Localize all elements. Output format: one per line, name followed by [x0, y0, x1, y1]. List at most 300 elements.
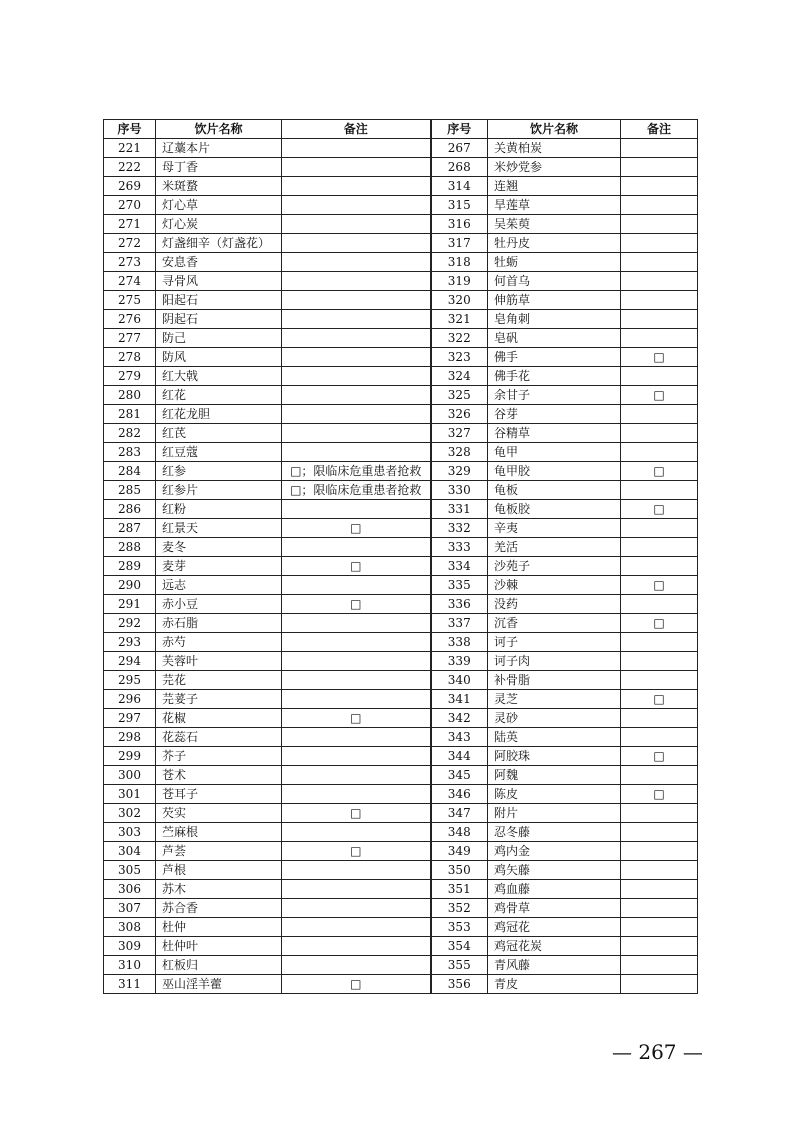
cell-name-left: 芦根 — [156, 861, 282, 880]
cell-seq-right: 328 — [431, 443, 488, 462]
cell-seq-right: 323 — [431, 348, 488, 367]
table-row — [104, 576, 698, 595]
cell-seq-left: 270 — [104, 196, 156, 215]
table-row — [104, 899, 698, 918]
cell-seq-right: 316 — [431, 215, 488, 234]
cell-note-right — [621, 424, 698, 443]
cell-seq-left: 291 — [104, 595, 156, 614]
cell-note-right — [621, 595, 698, 614]
cell-seq-left: 310 — [104, 956, 156, 975]
cell-name-left: 苏合香 — [156, 899, 282, 918]
cell-name-left: 红花 — [156, 386, 282, 405]
cell-name-right: 何首乌 — [488, 272, 621, 291]
cell-seq-right: 341 — [431, 690, 488, 709]
cell-note-left — [282, 310, 431, 329]
cell-seq-right: 353 — [431, 918, 488, 937]
table-row — [104, 557, 698, 576]
cell-name-left: 防己 — [156, 329, 282, 348]
cell-seq-left: 297 — [104, 709, 156, 728]
cell-seq-left: 303 — [104, 823, 156, 842]
cell-seq-right: 347 — [431, 804, 488, 823]
table-row — [104, 861, 698, 880]
cell-name-left: 苏木 — [156, 880, 282, 899]
cell-seq-right: 334 — [431, 557, 488, 576]
cell-note-right — [621, 291, 698, 310]
cell-seq-left: 311 — [104, 975, 156, 994]
table-row — [104, 500, 698, 519]
cell-name-right: 伸筋草 — [488, 291, 621, 310]
cell-note-left — [282, 386, 431, 405]
cell-name-right: 补骨脂 — [488, 671, 621, 690]
cell-note-left — [282, 234, 431, 253]
cell-seq-left: 298 — [104, 728, 156, 747]
cell-name-left: 母丁香 — [156, 158, 282, 177]
cell-name-left: 红景天 — [156, 519, 282, 538]
cell-seq-left: 307 — [104, 899, 156, 918]
cell-seq-left: 308 — [104, 918, 156, 937]
cell-name-right: 灵砂 — [488, 709, 621, 728]
cell-name-left: 杜仲 — [156, 918, 282, 937]
cell-seq-right: 317 — [431, 234, 488, 253]
table-row — [104, 310, 698, 329]
table-row — [104, 196, 698, 215]
cell-name-left: 红豆蔻 — [156, 443, 282, 462]
cell-seq-left: 305 — [104, 861, 156, 880]
cell-seq-left: 222 — [104, 158, 156, 177]
cell-seq-right: 315 — [431, 196, 488, 215]
cell-name-left: 红粉 — [156, 500, 282, 519]
cell-seq-right: 344 — [431, 747, 488, 766]
cell-name-right: 旱莲草 — [488, 196, 621, 215]
cell-name-right: 没药 — [488, 595, 621, 614]
cell-seq-right: 340 — [431, 671, 488, 690]
cell-name-right: 谷精草 — [488, 424, 621, 443]
cell-note-left — [282, 500, 431, 519]
cell-note-right — [621, 329, 698, 348]
cell-seq-left: 271 — [104, 215, 156, 234]
cell-seq-right: 330 — [431, 481, 488, 500]
cell-seq-left: 284 — [104, 462, 156, 481]
table-row — [104, 272, 698, 291]
cell-seq-right: 350 — [431, 861, 488, 880]
cell-name-left: 安息香 — [156, 253, 282, 272]
cell-note-left: □ — [282, 709, 431, 728]
cell-name-right: 皂角刺 — [488, 310, 621, 329]
cell-note-right — [621, 633, 698, 652]
cell-name-right: 灵芝 — [488, 690, 621, 709]
cell-name-left: 灯心草 — [156, 196, 282, 215]
cell-note-right — [621, 481, 698, 500]
cell-note-left — [282, 424, 431, 443]
cell-note-left — [282, 329, 431, 348]
cell-name-right: 米炒党参 — [488, 158, 621, 177]
cell-seq-right: 336 — [431, 595, 488, 614]
cell-note-left — [282, 766, 431, 785]
cell-note-right — [621, 804, 698, 823]
cell-name-right: 鸡内金 — [488, 842, 621, 861]
cell-name-right: 沙苑子 — [488, 557, 621, 576]
header-note-left: 备注 — [282, 120, 431, 139]
cell-note-left — [282, 348, 431, 367]
cell-seq-right: 321 — [431, 310, 488, 329]
cell-name-right: 鸡冠花炭 — [488, 937, 621, 956]
table-row — [104, 880, 698, 899]
cell-note-right — [621, 405, 698, 424]
cell-seq-right: 326 — [431, 405, 488, 424]
cell-seq-left: 276 — [104, 310, 156, 329]
cell-note-right — [621, 728, 698, 747]
cell-note-right — [621, 861, 698, 880]
cell-seq-left: 286 — [104, 500, 156, 519]
cell-note-left — [282, 253, 431, 272]
cell-name-left: 麦冬 — [156, 538, 282, 557]
cell-name-right: 佛手 — [488, 348, 621, 367]
cell-seq-right: 314 — [431, 177, 488, 196]
cell-note-right — [621, 196, 698, 215]
cell-seq-left: 280 — [104, 386, 156, 405]
cell-note-right — [621, 519, 698, 538]
header-name-right: 饮片名称 — [488, 120, 621, 139]
cell-name-right: 羌活 — [488, 538, 621, 557]
header-seq-left: 序号 — [104, 120, 156, 139]
cell-note-right — [621, 234, 698, 253]
cell-seq-right: 318 — [431, 253, 488, 272]
cell-name-right: 阿胶珠 — [488, 747, 621, 766]
cell-name-right: 鸡冠花 — [488, 918, 621, 937]
cell-name-right: 辛夷 — [488, 519, 621, 538]
cell-note-left — [282, 823, 431, 842]
cell-name-right: 诃子 — [488, 633, 621, 652]
cell-seq-left: 274 — [104, 272, 156, 291]
table-body — [104, 139, 698, 994]
cell-note-right: □ — [621, 462, 698, 481]
cell-note-right: □ — [621, 386, 698, 405]
cell-name-left: 苎麻根 — [156, 823, 282, 842]
header-row — [104, 120, 698, 139]
cell-name-right: 皂矾 — [488, 329, 621, 348]
herb-table — [103, 119, 698, 994]
cell-seq-right: 327 — [431, 424, 488, 443]
cell-note-right — [621, 557, 698, 576]
cell-note-left — [282, 671, 431, 690]
cell-name-right: 谷芽 — [488, 405, 621, 424]
cell-seq-right: 324 — [431, 367, 488, 386]
cell-seq-left: 309 — [104, 937, 156, 956]
cell-name-left: 苍耳子 — [156, 785, 282, 804]
cell-note-left — [282, 196, 431, 215]
cell-name-right: 龟板 — [488, 481, 621, 500]
cell-seq-left: 273 — [104, 253, 156, 272]
cell-note-right — [621, 937, 698, 956]
cell-note-right — [621, 215, 698, 234]
cell-note-right: □ — [621, 690, 698, 709]
table-row — [104, 937, 698, 956]
cell-note-right — [621, 158, 698, 177]
cell-note-left — [282, 576, 431, 595]
cell-name-left: 远志 — [156, 576, 282, 595]
cell-note-right — [621, 899, 698, 918]
header-note-right: 备注 — [621, 120, 698, 139]
cell-name-left: 花椒 — [156, 709, 282, 728]
cell-name-right: 青风藤 — [488, 956, 621, 975]
cell-seq-right: 346 — [431, 785, 488, 804]
cell-note-right — [621, 709, 698, 728]
cell-note-left — [282, 785, 431, 804]
cell-note-left: □；限临床危重患者抢救 — [282, 462, 431, 481]
table-row — [104, 595, 698, 614]
cell-note-right — [621, 272, 698, 291]
header-name-left: 饮片名称 — [156, 120, 282, 139]
table-row — [104, 386, 698, 405]
cell-seq-right: 333 — [431, 538, 488, 557]
table-row — [104, 633, 698, 652]
cell-note-right — [621, 177, 698, 196]
cell-name-right: 余甘子 — [488, 386, 621, 405]
table-row — [104, 671, 698, 690]
cell-name-right: 沉香 — [488, 614, 621, 633]
table-row — [104, 918, 698, 937]
cell-seq-right: 332 — [431, 519, 488, 538]
cell-note-left: □ — [282, 519, 431, 538]
cell-note-right — [621, 538, 698, 557]
cell-name-right: 连翘 — [488, 177, 621, 196]
cell-note-left — [282, 880, 431, 899]
cell-seq-left: 301 — [104, 785, 156, 804]
cell-seq-right: 320 — [431, 291, 488, 310]
cell-note-right — [621, 671, 698, 690]
cell-name-right: 吴茱萸 — [488, 215, 621, 234]
cell-seq-left: 295 — [104, 671, 156, 690]
cell-note-left — [282, 405, 431, 424]
cell-seq-right: 345 — [431, 766, 488, 785]
cell-seq-left: 282 — [104, 424, 156, 443]
cell-seq-left: 306 — [104, 880, 156, 899]
cell-name-left: 米斑蝥 — [156, 177, 282, 196]
table-row — [104, 253, 698, 272]
cell-seq-left: 277 — [104, 329, 156, 348]
cell-seq-right: 319 — [431, 272, 488, 291]
table-row — [104, 139, 698, 158]
cell-name-left: 红参 — [156, 462, 282, 481]
cell-seq-left: 287 — [104, 519, 156, 538]
cell-seq-left: 290 — [104, 576, 156, 595]
cell-seq-right: 325 — [431, 386, 488, 405]
cell-name-right: 龟板胶 — [488, 500, 621, 519]
cell-name-left: 赤小豆 — [156, 595, 282, 614]
cell-name-right: 鸡血藤 — [488, 880, 621, 899]
cell-name-left: 阳起石 — [156, 291, 282, 310]
table-row — [104, 766, 698, 785]
cell-note-left — [282, 633, 431, 652]
cell-note-right — [621, 975, 698, 994]
table-row — [104, 652, 698, 671]
cell-seq-right: 329 — [431, 462, 488, 481]
cell-note-left: □ — [282, 842, 431, 861]
cell-seq-left: 304 — [104, 842, 156, 861]
table-row — [104, 367, 698, 386]
cell-name-right: 陆英 — [488, 728, 621, 747]
table-row — [104, 443, 698, 462]
table-row — [104, 690, 698, 709]
cell-seq-left: 283 — [104, 443, 156, 462]
cell-note-left — [282, 861, 431, 880]
cell-note-right — [621, 443, 698, 462]
cell-note-left — [282, 918, 431, 937]
cell-name-left: 杜仲叶 — [156, 937, 282, 956]
cell-seq-right: 322 — [431, 329, 488, 348]
cell-seq-left: 279 — [104, 367, 156, 386]
cell-seq-right: 354 — [431, 937, 488, 956]
cell-seq-right: 348 — [431, 823, 488, 842]
cell-note-left — [282, 937, 431, 956]
cell-seq-right: 331 — [431, 500, 488, 519]
cell-note-right — [621, 842, 698, 861]
cell-note-left — [282, 747, 431, 766]
cell-note-right — [621, 367, 698, 386]
cell-note-left — [282, 614, 431, 633]
cell-name-left: 红大戟 — [156, 367, 282, 386]
cell-seq-right: 339 — [431, 652, 488, 671]
cell-seq-left: 281 — [104, 405, 156, 424]
table-row — [104, 424, 698, 443]
cell-name-right: 佛手花 — [488, 367, 621, 386]
cell-note-right — [621, 823, 698, 842]
cell-note-right: □ — [621, 747, 698, 766]
cell-note-left: □ — [282, 557, 431, 576]
cell-name-left: 芫荽子 — [156, 690, 282, 709]
cell-note-right — [621, 310, 698, 329]
cell-note-left — [282, 291, 431, 310]
cell-seq-right: 349 — [431, 842, 488, 861]
cell-name-right: 沙棘 — [488, 576, 621, 595]
cell-name-left: 红花龙胆 — [156, 405, 282, 424]
cell-note-left: □；限临床危重患者抢救 — [282, 481, 431, 500]
cell-seq-left: 288 — [104, 538, 156, 557]
table-row — [104, 215, 698, 234]
cell-note-left — [282, 139, 431, 158]
cell-note-left — [282, 728, 431, 747]
cell-seq-right: 342 — [431, 709, 488, 728]
table-row — [104, 956, 698, 975]
cell-seq-right: 343 — [431, 728, 488, 747]
cell-note-right: □ — [621, 576, 698, 595]
cell-seq-left: 275 — [104, 291, 156, 310]
cell-name-left: 芙蓉叶 — [156, 652, 282, 671]
cell-name-left: 灯盏细辛（灯盏花） — [156, 234, 282, 253]
cell-seq-right: 351 — [431, 880, 488, 899]
cell-seq-left: 289 — [104, 557, 156, 576]
cell-name-left: 花蕊石 — [156, 728, 282, 747]
table-row — [104, 291, 698, 310]
cell-note-left — [282, 158, 431, 177]
cell-name-left: 麦芽 — [156, 557, 282, 576]
cell-name-right: 青皮 — [488, 975, 621, 994]
table-row — [104, 519, 698, 538]
cell-name-left: 辽藁本片 — [156, 139, 282, 158]
table-row — [104, 538, 698, 557]
table-row — [104, 747, 698, 766]
cell-note-right — [621, 652, 698, 671]
cell-name-right: 阿魏 — [488, 766, 621, 785]
cell-note-right — [621, 253, 698, 272]
header-seq-right: 序号 — [431, 120, 488, 139]
cell-note-right: □ — [621, 785, 698, 804]
cell-note-right: □ — [621, 614, 698, 633]
cell-note-right — [621, 918, 698, 937]
table-row — [104, 234, 698, 253]
cell-seq-left: 300 — [104, 766, 156, 785]
cell-note-left — [282, 690, 431, 709]
cell-seq-right: 352 — [431, 899, 488, 918]
cell-seq-left: 299 — [104, 747, 156, 766]
cell-name-right: 鸡矢藤 — [488, 861, 621, 880]
cell-name-left: 红参片 — [156, 481, 282, 500]
cell-note-left: □ — [282, 804, 431, 823]
cell-seq-left: 296 — [104, 690, 156, 709]
cell-name-left: 芡实 — [156, 804, 282, 823]
table-row — [104, 614, 698, 633]
cell-name-left: 杠板归 — [156, 956, 282, 975]
cell-seq-right: 337 — [431, 614, 488, 633]
cell-name-left: 芦荟 — [156, 842, 282, 861]
cell-note-left — [282, 652, 431, 671]
cell-name-left: 赤石脂 — [156, 614, 282, 633]
cell-name-right: 附片 — [488, 804, 621, 823]
cell-name-left: 红芪 — [156, 424, 282, 443]
table-row — [104, 785, 698, 804]
cell-name-right: 忍冬藤 — [488, 823, 621, 842]
cell-name-right: 鸡骨草 — [488, 899, 621, 918]
cell-note-right — [621, 766, 698, 785]
cell-name-right: 关黄柏炭 — [488, 139, 621, 158]
cell-seq-right: 335 — [431, 576, 488, 595]
cell-name-right: 诃子肉 — [488, 652, 621, 671]
cell-seq-left: 269 — [104, 177, 156, 196]
cell-note-right — [621, 956, 698, 975]
cell-note-left: □ — [282, 975, 431, 994]
cell-seq-left: 302 — [104, 804, 156, 823]
cell-note-left — [282, 215, 431, 234]
cell-seq-right: 268 — [431, 158, 488, 177]
table-row — [104, 158, 698, 177]
cell-seq-left: 293 — [104, 633, 156, 652]
cell-note-left: □ — [282, 595, 431, 614]
cell-note-left — [282, 367, 431, 386]
cell-note-right: □ — [621, 348, 698, 367]
cell-seq-left: 292 — [104, 614, 156, 633]
cell-name-left: 灯心炭 — [156, 215, 282, 234]
table-row — [104, 975, 698, 994]
table-row — [104, 405, 698, 424]
cell-name-left: 寻骨风 — [156, 272, 282, 291]
cell-name-left: 巫山淫羊藿 — [156, 975, 282, 994]
table-row — [104, 709, 698, 728]
table-row — [104, 481, 698, 500]
cell-name-left: 苍术 — [156, 766, 282, 785]
table-row — [104, 728, 698, 747]
cell-name-left: 芫花 — [156, 671, 282, 690]
cell-name-left: 防风 — [156, 348, 282, 367]
table-row — [104, 348, 698, 367]
cell-seq-right: 267 — [431, 139, 488, 158]
cell-seq-left: 285 — [104, 481, 156, 500]
cell-note-left — [282, 899, 431, 918]
table-row — [104, 804, 698, 823]
cell-seq-left: 272 — [104, 234, 156, 253]
cell-name-left: 赤芍 — [156, 633, 282, 652]
table-row — [104, 462, 698, 481]
cell-name-right: 牡丹皮 — [488, 234, 621, 253]
